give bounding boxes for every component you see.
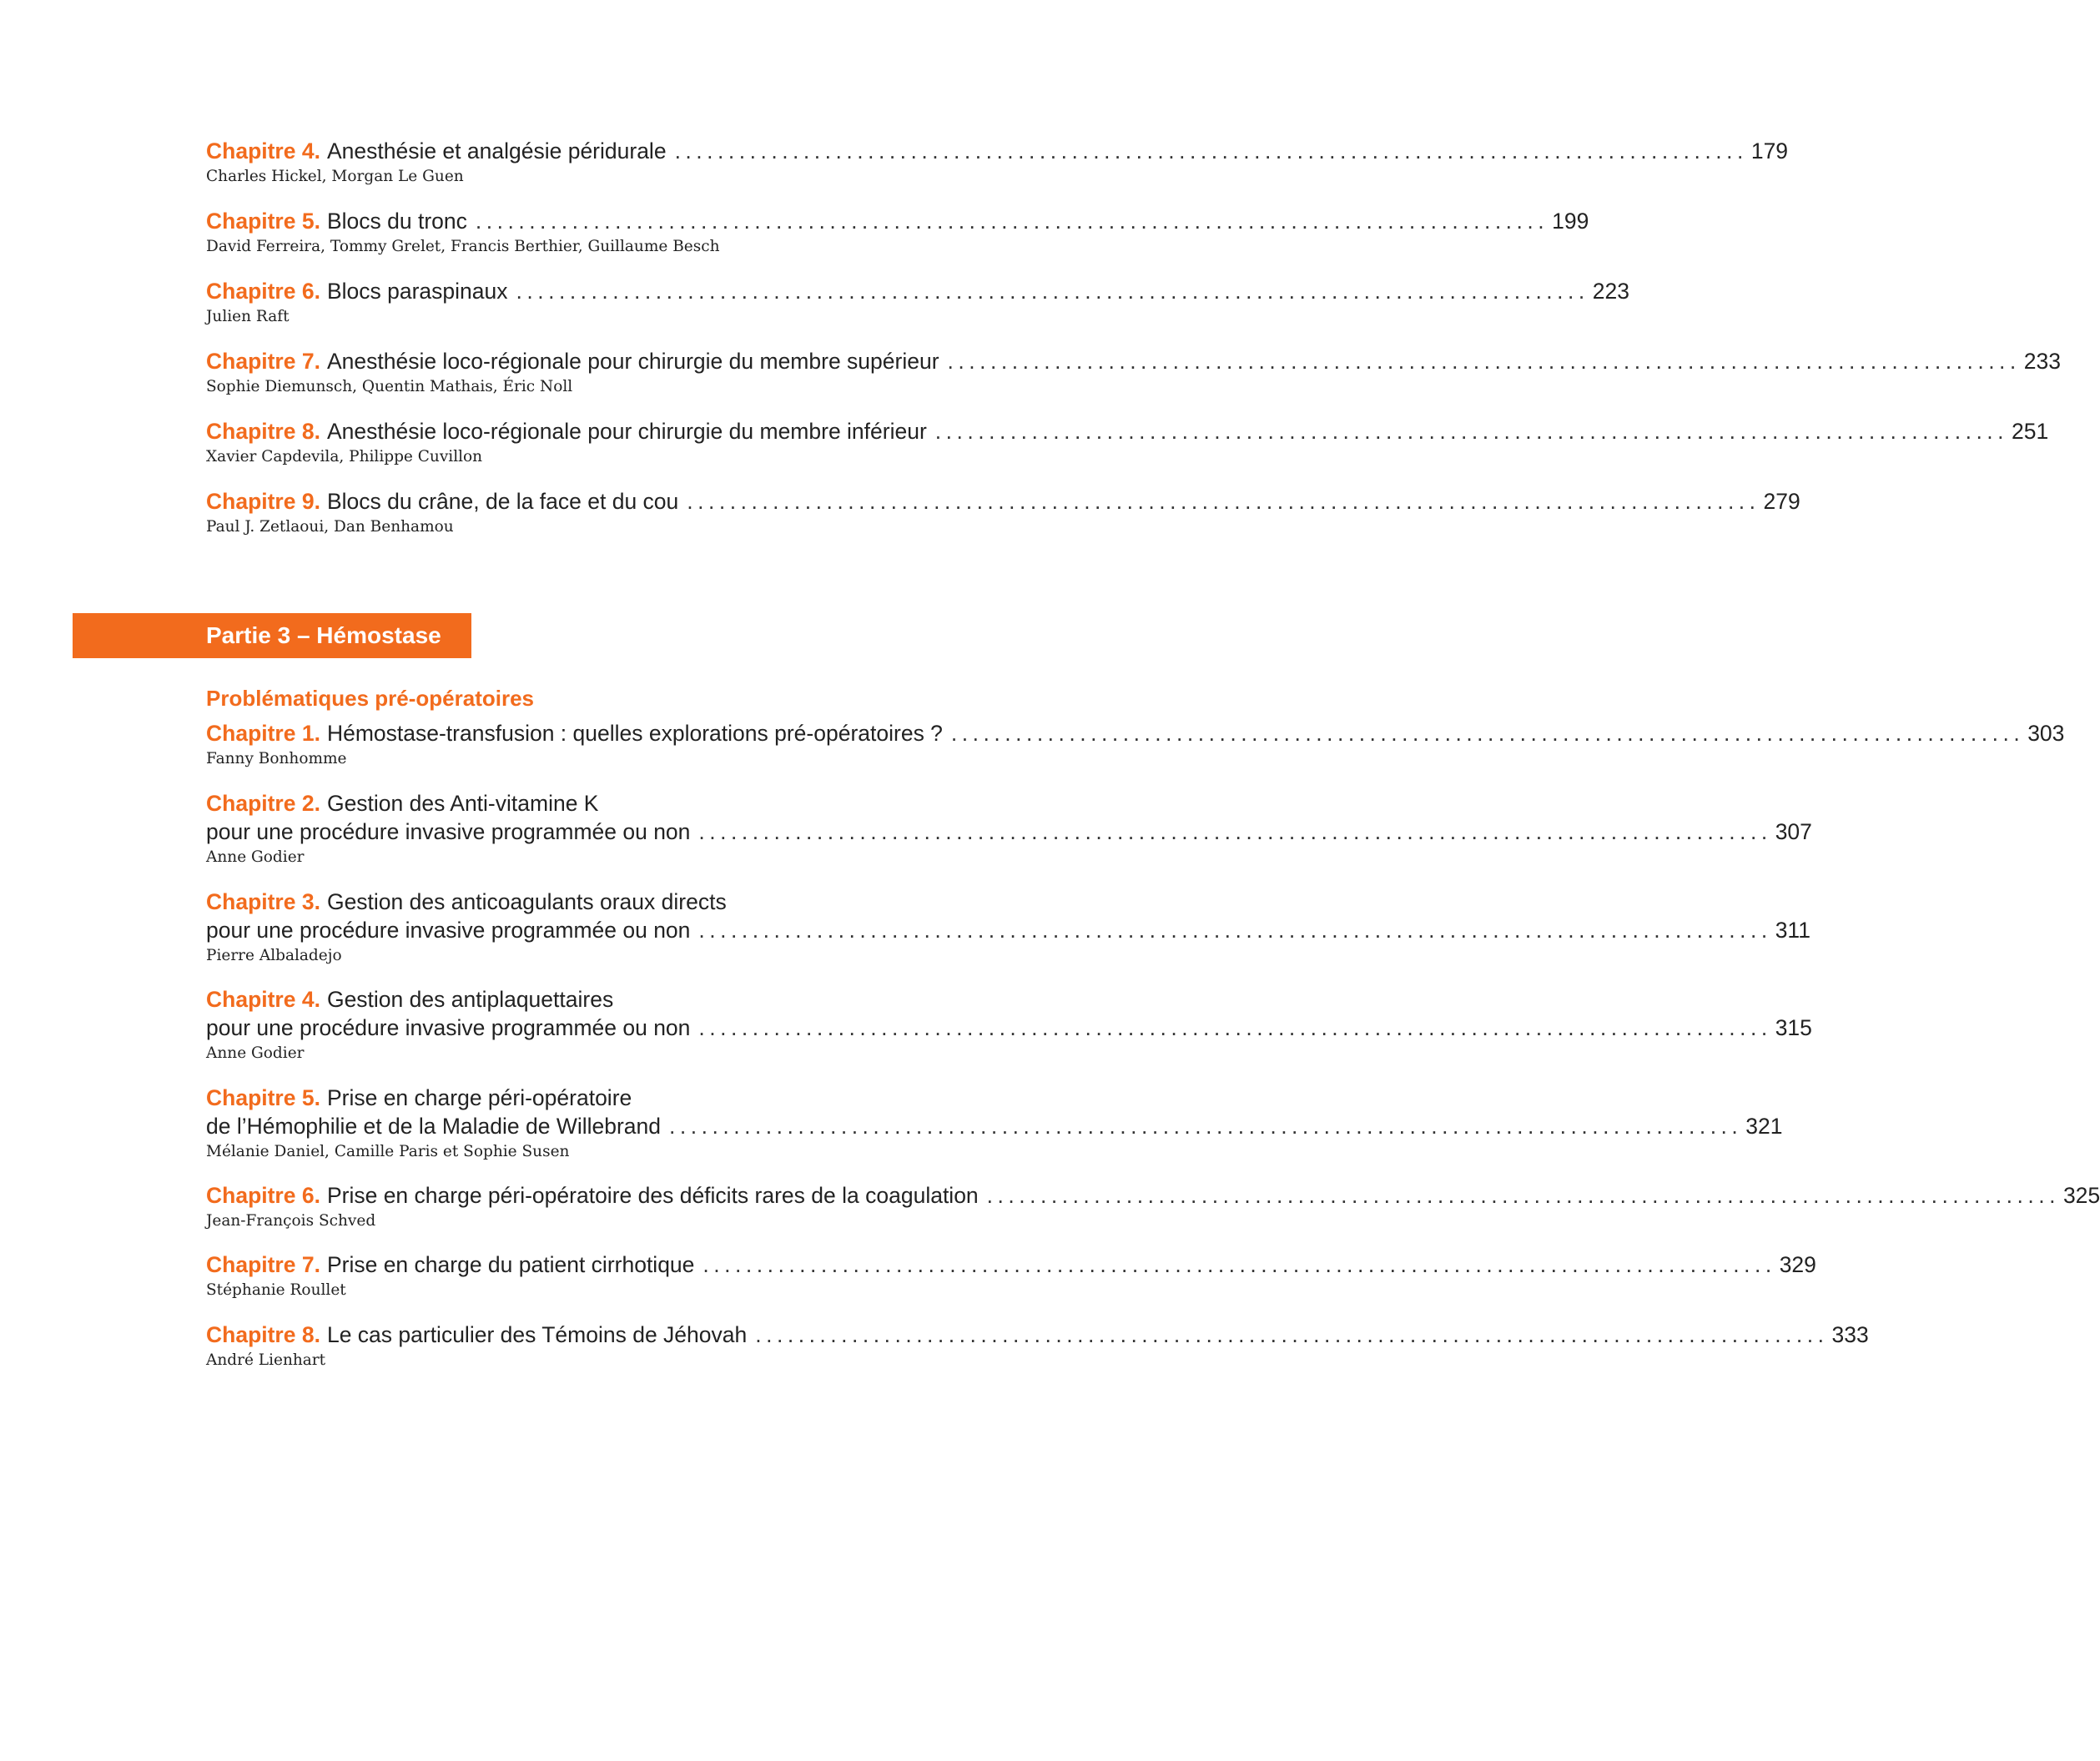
dot-leader: .................................................................................................... <box>698 819 1772 844</box>
page-number: 321 <box>1745 1114 1783 1139</box>
dot-leader: .................................................................................................... <box>687 489 1760 514</box>
chapter-label: Chapitre 7. <box>206 349 320 374</box>
page-number: 325 <box>2062 1183 2100 1208</box>
chapter-title-continued: pour une procédure invasive programmée ou non <box>206 1015 691 1040</box>
chapter-authors: Pierre Albaladejo <box>206 947 342 964</box>
page-number: 251 <box>2012 419 2049 444</box>
toc-list-part3 <box>206 719 2100 1391</box>
chapter-title: Blocs paraspinaux <box>326 279 508 304</box>
dot-leader: .................................................................................................... <box>698 1015 1772 1040</box>
chapter-label: Chapitre 1. <box>206 721 320 746</box>
page-number: 179 <box>1750 138 1789 164</box>
chapter-label: Chapitre 4. <box>206 987 320 1012</box>
chapter-title: Anesthésie loco-régionale pour chirurgie du membre inférieur <box>326 419 927 444</box>
toc-entry[interactable] <box>206 487 1800 557</box>
chapter-title: Anesthésie et analgésie péridurale <box>326 138 667 164</box>
chapter-label: Chapitre 5. <box>206 1085 320 1110</box>
chapter-authors: Mélanie Daniel, Camille Paris et Sophie Susen <box>206 1143 570 1160</box>
chapter-title: Gestion des Anti-vitamine K <box>326 791 599 816</box>
dot-leader: .................................................................................................... <box>674 138 1748 164</box>
page-number: 307 <box>1775 819 1812 844</box>
toc-entry[interactable] <box>206 137 1789 207</box>
chapter-label: Chapitre 6. <box>206 1183 320 1208</box>
chapter-label: Chapitre 8. <box>206 419 320 444</box>
chapter-authors: David Ferreira, Tommy Grelet, Francis Berthier, Guillaume Besch <box>206 238 720 255</box>
toc-entry[interactable] <box>206 277 1629 347</box>
chapter-title: Prise en charge péri-opératoire <box>326 1085 632 1110</box>
page-number: 333 <box>1831 1322 1869 1347</box>
dot-leader: .................................................................................................... <box>475 209 1549 234</box>
chapter-authors: Anne Godier <box>206 1044 305 1062</box>
page-number: 279 <box>1763 489 1800 514</box>
page-number: 315 <box>1775 1015 1812 1040</box>
dot-leader: .................................................................................................... <box>934 419 2009 444</box>
dot-leader: .................................................................................................... <box>950 721 2025 746</box>
toc-entry[interactable] <box>206 347 2062 417</box>
toc-entry[interactable] <box>206 1321 1869 1391</box>
chapter-label: Chapitre 9. <box>206 489 320 514</box>
chapter-authors: Paul J. Zetlaoui, Dan Benhamou <box>206 518 454 536</box>
toc-entry[interactable] <box>206 719 2065 789</box>
dot-leader: .................................................................................................... <box>669 1114 1743 1139</box>
chapter-authors: Sophie Diemunsch, Quentin Mathais, Éric Noll <box>206 378 573 395</box>
chapter-authors: Julien Raft <box>206 308 290 325</box>
page-number: 223 <box>1592 279 1629 304</box>
chapter-title-continued: pour une procédure invasive programmée ou non <box>206 918 691 943</box>
toc-list-previous-part <box>206 137 2062 557</box>
page-number: 233 <box>2023 349 2062 374</box>
chapter-authors: Fanny Bonhomme <box>206 750 347 767</box>
toc-entry[interactable] <box>206 207 1589 277</box>
chapter-authors: André Lienhart <box>206 1351 326 1369</box>
chapter-title: Le cas particulier des Témoins de Jéhovah <box>326 1322 748 1347</box>
chapter-title: Prise en charge péri-opératoire des déficits rares de la coagulation <box>326 1183 979 1208</box>
dot-leader: .................................................................................................... <box>703 1252 1776 1277</box>
dot-leader: .................................................................................................... <box>947 349 2021 374</box>
chapter-authors: Jean-François Schved <box>206 1212 376 1230</box>
page-number: 199 <box>1552 209 1589 234</box>
toc-entry[interactable] <box>206 417 2049 487</box>
chapter-title: Hémostase-transfusion : quelles explorations pré-opératoires ? <box>326 721 943 746</box>
toc-entry[interactable] <box>206 1250 1816 1321</box>
toc-entry[interactable] <box>206 1084 1783 1181</box>
chapter-title: Blocs du crâne, de la face et du cou <box>326 489 679 514</box>
page-number: 303 <box>2027 721 2065 746</box>
chapter-title-continued: pour une procédure invasive programmée ou non <box>206 819 691 844</box>
chapter-title: Blocs du tronc <box>326 209 467 234</box>
chapter-label: Chapitre 6. <box>206 279 320 304</box>
chapter-title-continued: de l’Hémophilie et de la Maladie de Willebrand <box>206 1114 662 1139</box>
chapter-label: Chapitre 2. <box>206 791 320 816</box>
chapter-title: Gestion des antiplaquettaires <box>326 987 614 1012</box>
toc-entry[interactable] <box>206 985 1812 1084</box>
chapter-authors: Stéphanie Roullet <box>206 1281 346 1299</box>
chapter-title: Anesthésie loco-régionale pour chirurgie du membre supérieur <box>326 349 939 374</box>
chapter-authors: Charles Hickel, Morgan Le Guen <box>206 168 464 185</box>
chapter-authors: Xavier Capdevila, Philippe Cuvillon <box>206 448 483 465</box>
page-number: 329 <box>1779 1252 1816 1277</box>
toc-entry[interactable] <box>206 1181 2100 1250</box>
page-number: 311 <box>1775 918 1810 943</box>
chapter-label: Chapitre 3. <box>206 889 320 914</box>
part-banner[interactable]: Partie 3 – Hémostase <box>73 613 471 658</box>
toc-entry[interactable] <box>206 789 1812 888</box>
section-heading: Problématiques pré-opératoires <box>206 686 534 711</box>
chapter-authors: Anne Godier <box>206 848 305 866</box>
chapter-title: Prise en charge du patient cirrhotique <box>326 1252 695 1277</box>
dot-leader: .................................................................................................... <box>755 1322 1829 1347</box>
toc-entry[interactable] <box>206 888 1810 985</box>
chapter-label: Chapitre 8. <box>206 1322 320 1347</box>
dot-leader: .................................................................................................... <box>698 918 1772 943</box>
dot-leader: .................................................................................................... <box>986 1183 2060 1208</box>
dot-leader: .................................................................................................... <box>516 279 1589 304</box>
chapter-title: Gestion des anticoagulants oraux directs <box>326 889 727 914</box>
chapter-label: Chapitre 5. <box>206 209 320 234</box>
chapter-label: Chapitre 7. <box>206 1252 320 1277</box>
chapter-label: Chapitre 4. <box>206 138 320 164</box>
